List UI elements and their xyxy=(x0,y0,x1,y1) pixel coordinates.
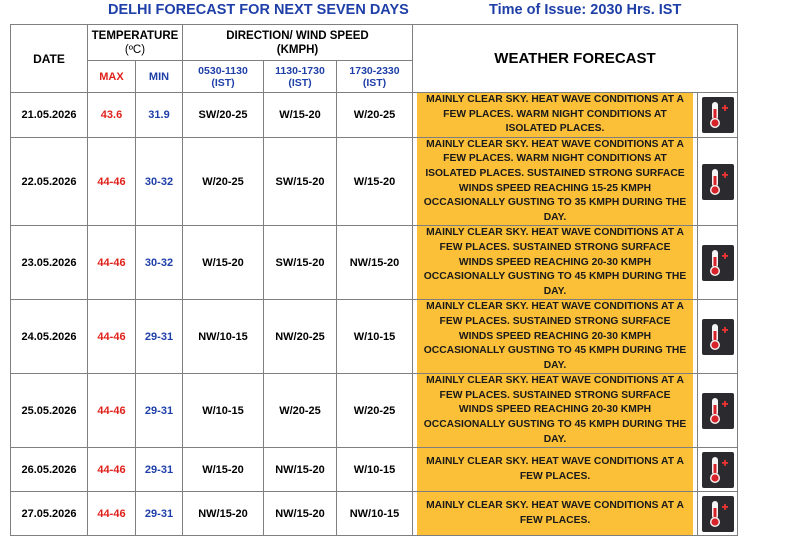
header-direction xyxy=(183,25,413,61)
header-time-1 xyxy=(183,61,264,93)
row-icon-cell xyxy=(698,226,738,300)
row-icon-cell xyxy=(698,448,738,492)
row-icon-cell xyxy=(698,492,738,536)
issue-time: Time of Issue: 2030 Hrs. IST xyxy=(489,2,682,18)
table-row xyxy=(11,93,738,138)
row-max-temp: 44-46 xyxy=(88,137,136,226)
row-forecast: MAINLY CLEAR SKY. HEAT WAVE CONDITIONS AT A FEW PLACES. xyxy=(417,448,693,491)
row-wind-3: W/15-20 xyxy=(337,137,413,226)
row-wind-2: W/15-20 xyxy=(264,93,337,138)
thermometer-hot-icon xyxy=(702,452,734,488)
row-forecast-cell xyxy=(413,448,698,492)
thermometer-hot-icon xyxy=(702,245,734,281)
header-time-1-tz: (IST) xyxy=(211,76,235,89)
row-wind-2: SW/15-20 xyxy=(264,226,337,300)
row-wind-1: W/15-20 xyxy=(183,448,264,492)
header-min: MIN xyxy=(136,61,183,93)
header-time-3 xyxy=(337,61,413,93)
row-wind-1: SW/20-25 xyxy=(183,93,264,138)
row-date: 23.05.2026 xyxy=(11,226,88,300)
header-time-2-range: 1130-1730 xyxy=(275,64,325,77)
row-icon-cell xyxy=(698,374,738,448)
row-forecast-cell xyxy=(413,300,698,374)
row-max-temp: 44-46 xyxy=(88,226,136,300)
row-icon-cell xyxy=(698,300,738,374)
table-row xyxy=(11,300,738,374)
row-max-temp: 44-46 xyxy=(88,492,136,536)
row-forecast-cell xyxy=(413,492,698,536)
row-min-temp: 29-31 xyxy=(136,300,183,374)
row-wind-3: W/10-15 xyxy=(337,448,413,492)
row-wind-3: NW/10-15 xyxy=(337,492,413,536)
header-time-2 xyxy=(264,61,337,93)
row-forecast-cell xyxy=(413,93,698,138)
row-wind-1: NW/10-15 xyxy=(183,300,264,374)
row-wind-2: NW/15-20 xyxy=(264,448,337,492)
row-max-temp: 44-46 xyxy=(88,374,136,448)
row-icon-cell xyxy=(698,137,738,226)
row-min-temp: 30-32 xyxy=(136,226,183,300)
thermometer-hot-icon xyxy=(702,164,734,200)
table-row xyxy=(11,448,738,492)
thermometer-hot-icon xyxy=(702,393,734,429)
row-wind-1: W/10-15 xyxy=(183,374,264,448)
row-wind-2: W/20-25 xyxy=(264,374,337,448)
header-date: DATE xyxy=(11,25,88,93)
header-temperature xyxy=(88,25,183,61)
thermometer-hot-icon xyxy=(702,496,734,532)
row-wind-3: W/20-25 xyxy=(337,374,413,448)
row-icon-cell xyxy=(698,93,738,138)
row-forecast: MAINLY CLEAR SKY. HEAT WAVE CONDITIONS AT A FEW PLACES. SUSTAINED STRONG SURFACE WINDS SPEED REACHING 20-30 KMPH OCCASIONALLY GUSTING TO 45 KMPH DURING THE DAY. xyxy=(417,300,693,373)
header-time-3-range: 1730-2330 xyxy=(349,64,400,77)
table-row xyxy=(11,374,738,448)
row-wind-3: NW/15-20 xyxy=(337,226,413,300)
row-min-temp: 30-32 xyxy=(136,137,183,226)
row-date: 26.05.2026 xyxy=(11,448,88,492)
row-max-temp: 43.6 xyxy=(88,93,136,138)
header-temperature-label: TEMPERATURE xyxy=(91,29,179,42)
row-wind-1: W/20-25 xyxy=(183,137,264,226)
header-direction-unit: (KMPH) xyxy=(276,43,319,56)
row-wind-2: SW/15-20 xyxy=(264,137,337,226)
page-title: DELHI FORECAST FOR NEXT SEVEN DAYS xyxy=(108,2,409,18)
row-forecast-cell xyxy=(413,226,698,300)
row-forecast: MAINLY CLEAR SKY. HEAT WAVE CONDITIONS AT A FEW PLACES. WARM NIGHT CONDITIONS AT ISOLATED PLACES. SUSTAINED STRONG SURFACE WINDS SPEED REACHING 15-25 KMPH OCCASIONALLY GUSTING TO 35 KMPH DURING THE DAY. xyxy=(417,138,693,226)
row-wind-2: NW/20-25 xyxy=(264,300,337,374)
table-row xyxy=(11,137,738,226)
row-date: 21.05.2026 xyxy=(11,93,88,138)
row-forecast: MAINLY CLEAR SKY. HEAT WAVE CONDITIONS AT A FEW PLACES. xyxy=(417,492,693,535)
row-min-temp: 31.9 xyxy=(136,93,183,138)
row-min-temp: 29-31 xyxy=(136,448,183,492)
row-forecast: MAINLY CLEAR SKY. HEAT WAVE CONDITIONS AT A FEW PLACES. SUSTAINED STRONG SURFACE WINDS SPEED REACHING 20-30 KMPH OCCASIONALLY GUSTING TO 45 KMPH DURING THE DAY. xyxy=(417,226,693,299)
header-weather-forecast: WEATHER FORECAST xyxy=(413,25,738,93)
row-min-temp: 29-31 xyxy=(136,374,183,448)
table-row xyxy=(11,226,738,300)
row-wind-1: NW/15-20 xyxy=(183,492,264,536)
forecast-table xyxy=(10,24,738,536)
thermometer-hot-icon xyxy=(702,319,734,355)
header-direction-label: DIRECTION/ WIND SPEED xyxy=(226,29,369,42)
thermometer-hot-icon xyxy=(702,97,734,133)
row-forecast-cell xyxy=(413,374,698,448)
header-time-3-tz: (IST) xyxy=(362,76,387,89)
row-date: 22.05.2026 xyxy=(11,137,88,226)
row-date: 24.05.2026 xyxy=(11,300,88,374)
row-date: 27.05.2026 xyxy=(11,492,88,536)
table-row xyxy=(11,492,738,536)
row-forecast-cell xyxy=(413,137,698,226)
row-date: 25.05.2026 xyxy=(11,374,88,448)
row-max-temp: 44-46 xyxy=(88,300,136,374)
row-wind-3: W/20-25 xyxy=(337,93,413,138)
header-time-2-tz: (IST) xyxy=(288,76,312,89)
header-max: MAX xyxy=(88,61,136,93)
row-max-temp: 44-46 xyxy=(88,448,136,492)
row-wind-1: W/15-20 xyxy=(183,226,264,300)
header-temperature-unit: (ºC) xyxy=(124,43,146,56)
row-forecast: MAINLY CLEAR SKY. HEAT WAVE CONDITIONS AT A FEW PLACES. SUSTAINED STRONG SURFACE WINDS SPEED REACHING 20-30 KMPH OCCASIONALLY GUSTING TO 45 KMPH DURING THE DAY. xyxy=(417,374,693,447)
row-wind-2: NW/15-20 xyxy=(264,492,337,536)
header-time-1-range: 0530-1130 xyxy=(198,64,248,77)
row-wind-3: W/10-15 xyxy=(337,300,413,374)
row-min-temp: 29-31 xyxy=(136,492,183,536)
row-forecast: MAINLY CLEAR SKY. HEAT WAVE CONDITIONS AT A FEW PLACES. WARM NIGHT CONDITIONS AT ISOLATED PLACES. xyxy=(417,93,693,137)
